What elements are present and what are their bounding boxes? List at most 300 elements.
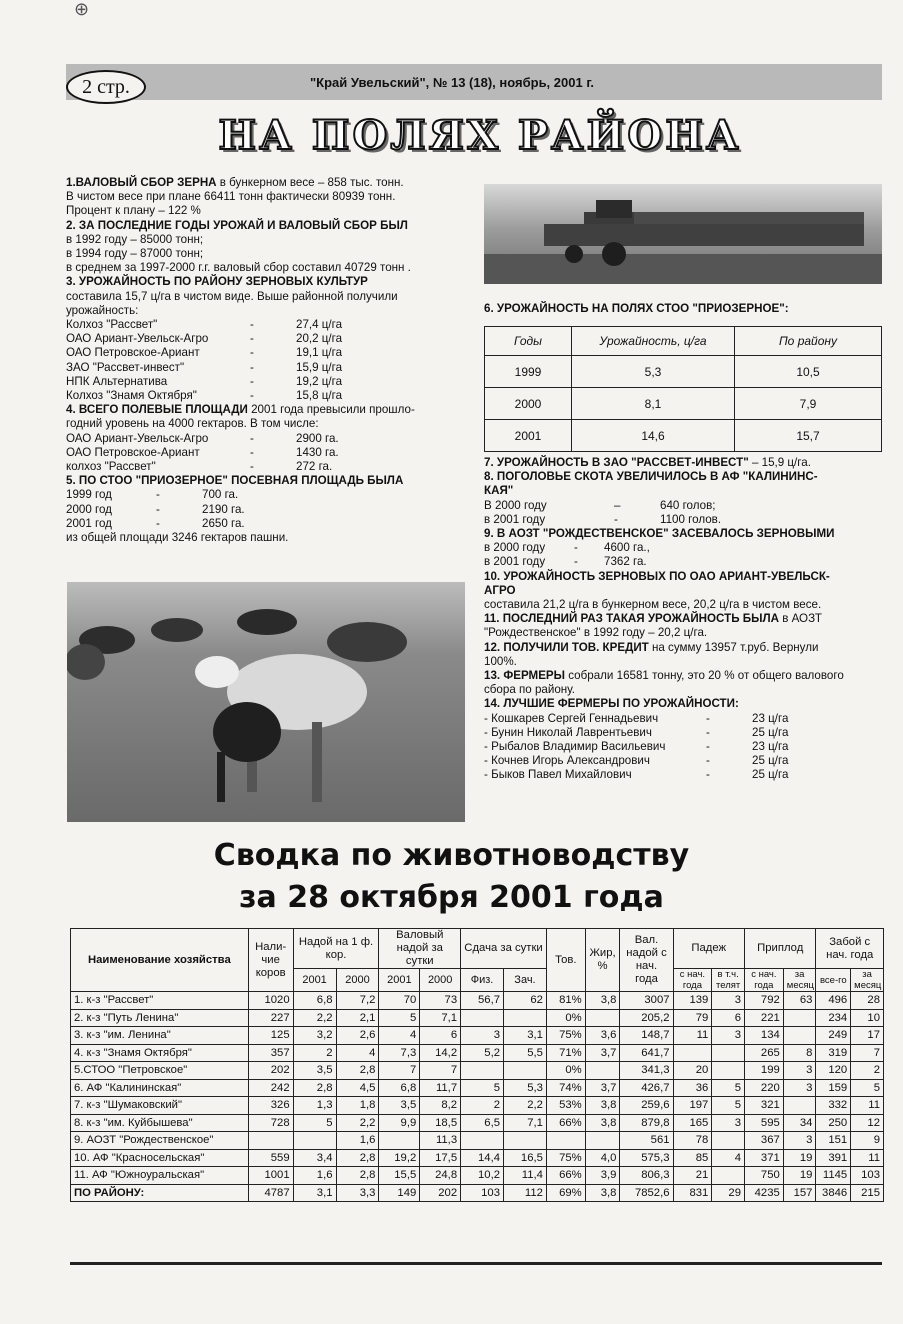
table-cell: 5,5 xyxy=(504,1044,547,1062)
table-header: Тов. xyxy=(546,929,585,992)
s3-head: 3. УРОЖАЙНОСТЬ ПО РАЙОНУ ЗЕРНОВЫХ КУЛЬТУР xyxy=(66,275,368,289)
table-cell: 29 xyxy=(712,1184,745,1202)
table-header: Вал. надой с нач. года xyxy=(620,929,673,992)
table-cell xyxy=(783,1027,816,1045)
table-cell: 728 xyxy=(248,1114,293,1132)
table-cell: 3,3 xyxy=(336,1184,379,1202)
table-cell: 2,8 xyxy=(293,1079,336,1097)
table-header: Падеж xyxy=(673,929,744,969)
table-cell: 367 xyxy=(744,1132,783,1150)
table-cell: 8,2 xyxy=(420,1097,461,1115)
table-cell: 4235 xyxy=(744,1184,783,1202)
list-item: Колхоз "Знамя Октября" - 15,8 ц/га xyxy=(66,389,343,403)
table-cell: 11. АФ "Южноуральская" xyxy=(71,1167,249,1185)
table-cell: 202 xyxy=(420,1184,461,1202)
s4-line2: годний уровень на 4000 гектаров. В том числе: xyxy=(66,417,319,431)
table-row xyxy=(71,1149,884,1167)
table-cell: 561 xyxy=(620,1132,673,1150)
list-item: 1999 год - 700 га. xyxy=(66,488,239,502)
table-cell: ПО РАЙОНУ: xyxy=(71,1184,249,1202)
table-subheader: за месяц xyxy=(783,969,816,992)
table-row xyxy=(71,1132,884,1150)
table-row xyxy=(71,1097,884,1115)
s1-line2: В чистом весе при плане 66411 тонн фактически 80939 тонн. xyxy=(66,190,396,204)
list-item: НПК Альтернатива - 19,2 ц/га xyxy=(66,374,343,388)
list-item: 2001 год - 2650 га. xyxy=(66,516,245,530)
s10-line: составила 21,2 ц/га в бункерном весе, 20,2 ц/га в чистом весе. xyxy=(484,598,822,612)
table-cell: 16,5 xyxy=(504,1149,547,1167)
list-item: ОАО Ариант-Увельск-Агро - 2900 га. xyxy=(66,431,339,445)
table-header: Годы xyxy=(485,327,572,356)
table-row xyxy=(71,1079,884,1097)
table-cell: 7 xyxy=(379,1062,420,1080)
table-header: Забой с нач. года xyxy=(816,929,884,969)
table-cell: 199 xyxy=(744,1062,783,1080)
table-header: Наименование хозяйства xyxy=(71,929,249,992)
table-cell: 250 xyxy=(816,1114,851,1132)
table-cell xyxy=(585,1062,620,1080)
right-column xyxy=(484,302,884,316)
table-row: 2000 8,1 7,9 xyxy=(485,388,882,420)
table-cell: 3846 xyxy=(816,1184,851,1202)
table-cell: 7. к-з "Шумаковский" xyxy=(71,1097,249,1115)
table-subheader: Зач. xyxy=(504,969,547,992)
table-cell xyxy=(783,1097,816,1115)
table-subheader: с нач. года xyxy=(673,969,712,992)
masthead: "Край Увельский", № 13 (18), ноябрь, 2001 г. xyxy=(310,75,595,90)
table-cell: 28 xyxy=(851,992,884,1010)
table-cell: 81% xyxy=(546,992,585,1010)
table-row: 2001 14,6 15,7 xyxy=(485,420,882,452)
table-subheader: все-го xyxy=(816,969,851,992)
table-cell: 3,8 xyxy=(585,1184,620,1202)
table-cell: 20 xyxy=(673,1062,712,1080)
table-cell: 14,2 xyxy=(420,1044,461,1062)
s13-line: сбора по району. xyxy=(484,683,576,697)
table-cell: 4. к-з "Знамя Октября" xyxy=(71,1044,249,1062)
list-item: в 2001 году - 1100 голов. xyxy=(484,512,722,526)
table-header: Приплод xyxy=(744,929,815,969)
list-item: Колхоз "Рассвет" - 27,4 ц/га xyxy=(66,318,343,332)
table-cell: 426,7 xyxy=(620,1079,673,1097)
table-header: Сдача за сутки xyxy=(461,929,547,969)
s2-line: в 1992 году – 85000 тонн; xyxy=(66,232,204,246)
table-cell: 3 xyxy=(461,1027,504,1045)
table-cell: 157 xyxy=(783,1184,816,1202)
table-cell: 151 xyxy=(816,1132,851,1150)
table-cell: 8 xyxy=(783,1044,816,1062)
table-row xyxy=(71,1027,884,1045)
table-cell: 7 xyxy=(851,1044,884,1062)
table-cell: 70 xyxy=(379,992,420,1010)
table-cell: 24,8 xyxy=(420,1167,461,1185)
s12-tail: на сумму 13957 т.руб. Вернули xyxy=(648,640,819,654)
table-cell: 2. к-з "Путь Ленина" xyxy=(71,1009,249,1027)
table-cell xyxy=(461,1062,504,1080)
s11-tail: в АОЗТ xyxy=(778,612,822,626)
s12-head: 12. ПОЛУЧИЛИ ТОВ. КРЕДИТ xyxy=(484,640,649,654)
table-cell: 357 xyxy=(248,1044,293,1062)
table-cell: 139 xyxy=(673,992,712,1010)
table-cell: 242 xyxy=(248,1079,293,1097)
table-cell: 2,8 xyxy=(336,1149,379,1167)
table-cell: 5,3 xyxy=(504,1079,547,1097)
table-cell: 205,2 xyxy=(620,1009,673,1027)
table-cell: 831 xyxy=(673,1184,712,1202)
s10-head: 10. УРОЖАЙНОСТЬ ЗЕРНОВЫХ ПО ОАО АРИАНТ-УВЕЛЬСК- xyxy=(484,569,830,583)
table-cell: 11 xyxy=(851,1097,884,1115)
table-cell: 215 xyxy=(851,1184,884,1202)
table-cell: 9,9 xyxy=(379,1114,420,1132)
table-cell: 197 xyxy=(673,1097,712,1115)
table-cell: 5 xyxy=(851,1079,884,1097)
table-cell: 202 xyxy=(248,1062,293,1080)
table-row xyxy=(71,1167,884,1185)
table-cell xyxy=(783,1009,816,1027)
table-cell: 371 xyxy=(744,1149,783,1167)
table-header: По району xyxy=(735,327,882,356)
table-cell: 85 xyxy=(673,1149,712,1167)
table-cell: 2 xyxy=(293,1044,336,1062)
table-cell: 3. к-з "им. Ленина" xyxy=(71,1027,249,1045)
table-cell: 71% xyxy=(546,1044,585,1062)
table-cell: 234 xyxy=(816,1009,851,1027)
table-subheader: за месяц xyxy=(851,969,884,992)
s3-list xyxy=(66,318,476,403)
s2-line: в среднем за 1997-2000 г.г. валовый сбор составил 40729 тонн . xyxy=(66,261,411,275)
table-cell: 0% xyxy=(546,1009,585,1027)
table-cell: 66% xyxy=(546,1114,585,1132)
table-cell: 11,7 xyxy=(420,1079,461,1097)
s10-head2: АГРО xyxy=(484,583,516,597)
table-cell: 249 xyxy=(816,1027,851,1045)
s6-head: 6. УРОЖАЙНОСТЬ НА ПОЛЯХ СТОО "ПРИОЗЕРНОЕ": xyxy=(484,302,789,315)
table-cell xyxy=(504,1132,547,1150)
table-subheader: 2000 xyxy=(336,969,379,992)
table-cell: 1001 xyxy=(248,1167,293,1185)
table-header: Урожайность, ц/га xyxy=(572,327,735,356)
total-row xyxy=(71,1184,884,1202)
table-subheader: Физ. xyxy=(461,969,504,992)
table-cell: 5,2 xyxy=(461,1044,504,1062)
table-cell: 5 xyxy=(379,1009,420,1027)
table-cell: 78 xyxy=(673,1132,712,1150)
table-cell: 10 xyxy=(851,1009,884,1027)
right-column-lower xyxy=(484,456,884,783)
list-item: ОАО Петровское-Ариант - 19,1 ц/га xyxy=(66,346,343,360)
table-cell xyxy=(585,1009,620,1027)
table-cell: 125 xyxy=(248,1027,293,1045)
table-cell: 559 xyxy=(248,1149,293,1167)
table-cell: 3,5 xyxy=(379,1097,420,1115)
page-title: НА ПОЛЯХ РАЙОНА xyxy=(218,112,742,159)
table-subheader: в т.ч. телят xyxy=(712,969,745,992)
table-cell xyxy=(293,1132,336,1150)
table-cell: 4 xyxy=(336,1044,379,1062)
list-item: колхоз "Рассвет" - 272 га. xyxy=(66,460,333,474)
s11-line: "Рождественское" в 1992 году – 20,2 ц/га. xyxy=(484,626,708,640)
s11-head: 11. ПОСЛЕДНИЙ РАЗ ТАКАЯ УРОЖАЙНОСТЬ БЫЛА xyxy=(484,612,779,626)
list-item: - Кошкарев Сергей Геннадьевич - 23 ц/га xyxy=(484,711,789,725)
table-cell xyxy=(461,1132,504,1150)
table-cell: 341,3 xyxy=(620,1062,673,1080)
summary-subtitle: за 28 октября 2001 года xyxy=(239,880,664,915)
table-cell: 9. АОЗТ "Рождественское" xyxy=(71,1132,249,1150)
s8-head2: КАЯ" xyxy=(484,484,514,498)
table-cell: 17 xyxy=(851,1027,884,1045)
table-cell: 3 xyxy=(712,1027,745,1045)
table-cell: 10. АФ "Красносельская" xyxy=(71,1149,249,1167)
table-cell: 3,8 xyxy=(585,992,620,1010)
table-cell: 14,4 xyxy=(461,1149,504,1167)
table-cell: 6 xyxy=(712,1009,745,1027)
table-cell: 2 xyxy=(461,1097,504,1115)
table-cell: 0% xyxy=(546,1062,585,1080)
table-cell: 2,2 xyxy=(504,1097,547,1115)
table-cell: 7 xyxy=(420,1062,461,1080)
table-cell xyxy=(248,1132,293,1150)
table-subheader: 2001 xyxy=(379,969,420,992)
list-item: 2000 год - 2190 га. xyxy=(66,502,245,516)
s4-line: 2001 года превысили прошло- xyxy=(247,403,415,417)
table-cell: 3,7 xyxy=(585,1044,620,1062)
table-cell: 134 xyxy=(744,1027,783,1045)
table-row: 1999 5,3 10,5 xyxy=(485,356,882,388)
table-cell: 5.СТОО "Петровское" xyxy=(71,1062,249,1080)
list-item: - Кочнев Игорь Александрович - 25 ц/га xyxy=(484,754,789,768)
table-header: Нали-чие коров xyxy=(248,929,293,992)
table-cell: 4 xyxy=(712,1149,745,1167)
table-cell: 66% xyxy=(546,1167,585,1185)
left-column xyxy=(66,176,476,545)
list-item: ЗАО "Рассвет-инвест" - 15,9 ц/га xyxy=(66,360,343,374)
list-item: В 2000 году – 640 голов; xyxy=(484,498,716,512)
table-cell: 11,3 xyxy=(420,1132,461,1150)
table-cell: 7852,6 xyxy=(620,1184,673,1202)
table-cell: 221 xyxy=(744,1009,783,1027)
yield-table xyxy=(484,326,882,452)
table-cell: 5 xyxy=(293,1114,336,1132)
table-cell: 7,2 xyxy=(336,992,379,1010)
table-cell: 1,8 xyxy=(336,1097,379,1115)
s13-tail: собрали 16581 тонну, это 20 % от общего валового xyxy=(565,669,844,683)
s5-head: 5. ПО СТОО "ПРИОЗЕРНОЕ" ПОСЕВНАЯ ПЛОЩАДЬ БЫЛА xyxy=(66,474,404,488)
table-cell: 2,1 xyxy=(336,1009,379,1027)
table-subheader: 2000 xyxy=(420,969,461,992)
table-cell: 2 xyxy=(851,1062,884,1080)
table-cell: 7,1 xyxy=(420,1009,461,1027)
s2-line: в 1994 году – 87000 тонн; xyxy=(66,247,204,261)
table-cell: 8. к-з "им. Куйбышева" xyxy=(71,1114,249,1132)
table-cell: 73 xyxy=(420,992,461,1010)
table-cell: 391 xyxy=(816,1149,851,1167)
table-cell: 3,8 xyxy=(585,1114,620,1132)
table-cell: 2,2 xyxy=(336,1114,379,1132)
table-cell: 3,4 xyxy=(293,1149,336,1167)
table-row xyxy=(71,1114,884,1132)
s3-line: урожайность: xyxy=(66,303,139,317)
table-cell: 5 xyxy=(712,1079,745,1097)
table-cell: 56,7 xyxy=(461,992,504,1010)
list-item: - Рыбалов Владимир Васильевич - 23 ц/га xyxy=(484,740,789,754)
s7-head: 7. УРОЖАЙНОСТЬ В ЗАО "РАССВЕТ-ИНВЕСТ" xyxy=(484,456,749,469)
livestock-rows xyxy=(71,992,884,1202)
table-cell: 5 xyxy=(712,1097,745,1115)
table-header: Надой на 1 ф. кор. xyxy=(293,929,379,969)
table-cell: 792 xyxy=(744,992,783,1010)
list-item: - Быков Павел Михайлович - 25 ц/га xyxy=(484,768,789,782)
table-cell: 11 xyxy=(673,1027,712,1045)
table-cell xyxy=(504,1062,547,1080)
s5-tail: из общей площади 3246 гектаров пашни. xyxy=(66,531,289,545)
table-cell: 3,6 xyxy=(585,1027,620,1045)
cattle-photo xyxy=(67,582,465,822)
table-cell: 3,5 xyxy=(293,1062,336,1080)
table-cell: 11 xyxy=(851,1149,884,1167)
table-cell: 6,8 xyxy=(379,1079,420,1097)
table-cell: 19 xyxy=(783,1149,816,1167)
table-cell: 319 xyxy=(816,1044,851,1062)
table-cell: 159 xyxy=(816,1079,851,1097)
table-cell xyxy=(379,1132,420,1150)
table-cell xyxy=(712,1167,745,1185)
s1-line: в бункерном весе – 858 тыс. тонн. xyxy=(216,176,404,189)
table-cell: 595 xyxy=(744,1114,783,1132)
registration-mark-icon: ⊕ xyxy=(74,0,90,19)
table-cell: 3,8 xyxy=(585,1097,620,1115)
table-cell: 6. АФ "Калининская" xyxy=(71,1079,249,1097)
table-cell: 2,2 xyxy=(293,1009,336,1027)
s14-head: 14. ЛУЧШИЕ ФЕРМЕРЫ ПО УРОЖАЙНОСТИ: xyxy=(484,697,739,711)
table-cell: 5 xyxy=(461,1079,504,1097)
table-cell xyxy=(712,1062,745,1080)
table-cell: 321 xyxy=(744,1097,783,1115)
table-cell: 21 xyxy=(673,1167,712,1185)
table-cell: 3,2 xyxy=(293,1027,336,1045)
table-cell: 2,8 xyxy=(336,1167,379,1185)
table-cell: 12 xyxy=(851,1114,884,1132)
table-cell: 7,3 xyxy=(379,1044,420,1062)
table-header: Валовый надой за сутки xyxy=(379,929,461,969)
table-cell: 69% xyxy=(546,1184,585,1202)
table-cell: 1,3 xyxy=(293,1097,336,1115)
table-cell: 750 xyxy=(744,1167,783,1185)
page-number: 2 стр. xyxy=(66,70,146,104)
table-cell: 3 xyxy=(712,1114,745,1132)
table-cell: 15,5 xyxy=(379,1167,420,1185)
table-cell: 148,7 xyxy=(620,1027,673,1045)
table-row xyxy=(71,1044,884,1062)
table-cell: 3 xyxy=(783,1062,816,1080)
table-cell xyxy=(504,1009,547,1027)
table-header: Жир, % xyxy=(585,929,620,992)
list-item: в 2000 году - 4600 га., xyxy=(484,541,650,555)
list-item: ОАО Ариант-Увельск-Агро - 20,2 ц/га xyxy=(66,332,343,346)
table-cell: 332 xyxy=(816,1097,851,1115)
tractor-photo xyxy=(484,184,882,284)
table-cell: 79 xyxy=(673,1009,712,1027)
table-cell: 63 xyxy=(783,992,816,1010)
table-row xyxy=(71,1009,884,1027)
s1-head: 1.ВАЛОВЫЙ СБОР ЗЕРНА xyxy=(66,176,217,189)
table-subheader: с нач. года xyxy=(744,969,783,992)
table-cell: 74% xyxy=(546,1079,585,1097)
table-cell: 4,5 xyxy=(336,1079,379,1097)
table-cell: 9 xyxy=(851,1132,884,1150)
s1-line3: Процент к плану – 122 % xyxy=(66,204,201,218)
table-cell: 4,0 xyxy=(585,1149,620,1167)
table-cell xyxy=(585,1132,620,1150)
bottom-rule xyxy=(70,1262,882,1265)
s13-head: 13. ФЕРМЕРЫ xyxy=(484,669,566,683)
table-cell: 3,1 xyxy=(504,1027,547,1045)
table-cell: 2,8 xyxy=(336,1062,379,1080)
table-cell: 265 xyxy=(744,1044,783,1062)
table-cell: 19,2 xyxy=(379,1149,420,1167)
table-cell: 62 xyxy=(504,992,547,1010)
list-item: ОАО Петровское-Ариант - 1430 га. xyxy=(66,445,339,459)
table-cell: 7,1 xyxy=(504,1114,547,1132)
table-cell: 6,5 xyxy=(461,1114,504,1132)
table-cell: 3 xyxy=(783,1132,816,1150)
table-cell: 6,8 xyxy=(293,992,336,1010)
table-cell: 149 xyxy=(379,1184,420,1202)
table-cell: 19 xyxy=(783,1167,816,1185)
table-cell: 165 xyxy=(673,1114,712,1132)
table-cell: 75% xyxy=(546,1149,585,1167)
s2-head: 2. ЗА ПОСЛЕДНИЕ ГОДЫ УРОЖАЙ И ВАЛОВЫЙ СБОР БЫЛ xyxy=(66,218,408,232)
table-cell: 806,3 xyxy=(620,1167,673,1185)
table-cell: 4787 xyxy=(248,1184,293,1202)
table-cell: 641,7 xyxy=(620,1044,673,1062)
table-cell: 17,5 xyxy=(420,1149,461,1167)
table-cell: 103 xyxy=(461,1184,504,1202)
table-cell: 326 xyxy=(248,1097,293,1115)
summary-title: Сводка по животноводству xyxy=(213,838,690,873)
table-cell xyxy=(546,1132,585,1150)
table-cell xyxy=(712,1044,745,1062)
s9-head: 9. В АОЗТ "РОЖДЕСТВЕНСКОЕ" ЗАСЕВАЛОСЬ ЗЕРНОВЫМИ xyxy=(484,527,835,541)
s12-line: 100%. xyxy=(484,654,517,668)
table-cell: 3 xyxy=(783,1079,816,1097)
table-cell xyxy=(712,1132,745,1150)
table-cell xyxy=(673,1044,712,1062)
table-cell: 120 xyxy=(816,1062,851,1080)
table-cell: 3,7 xyxy=(585,1079,620,1097)
table-cell: 75% xyxy=(546,1027,585,1045)
table-cell: 1020 xyxy=(248,992,293,1010)
s8-head: 8. ПОГОЛОВЬЕ СКОТА УВЕЛИЧИЛОСЬ В АФ "КАЛИНИНС- xyxy=(484,470,818,484)
table-cell: 4 xyxy=(379,1027,420,1045)
table-cell: 879,8 xyxy=(620,1114,673,1132)
list-item: - Бунин Николай Лаврентьевич - 25 ц/га xyxy=(484,725,789,739)
s3-line: составила 15,7 ц/га в чистом виде. Выше районной получили xyxy=(66,289,398,303)
table-cell: 18,5 xyxy=(420,1114,461,1132)
table-cell: 3 xyxy=(712,992,745,1010)
table-cell: 11,4 xyxy=(504,1167,547,1185)
table-cell: 103 xyxy=(851,1167,884,1185)
table-cell: 220 xyxy=(744,1079,783,1097)
table-row xyxy=(71,1062,884,1080)
s4-list xyxy=(66,432,476,475)
table-cell: 227 xyxy=(248,1009,293,1027)
table-cell: 53% xyxy=(546,1097,585,1115)
table-cell: 36 xyxy=(673,1079,712,1097)
table-cell: 112 xyxy=(504,1184,547,1202)
table-cell: 1,6 xyxy=(293,1167,336,1185)
table-cell: 496 xyxy=(816,992,851,1010)
s5-list xyxy=(66,488,476,531)
